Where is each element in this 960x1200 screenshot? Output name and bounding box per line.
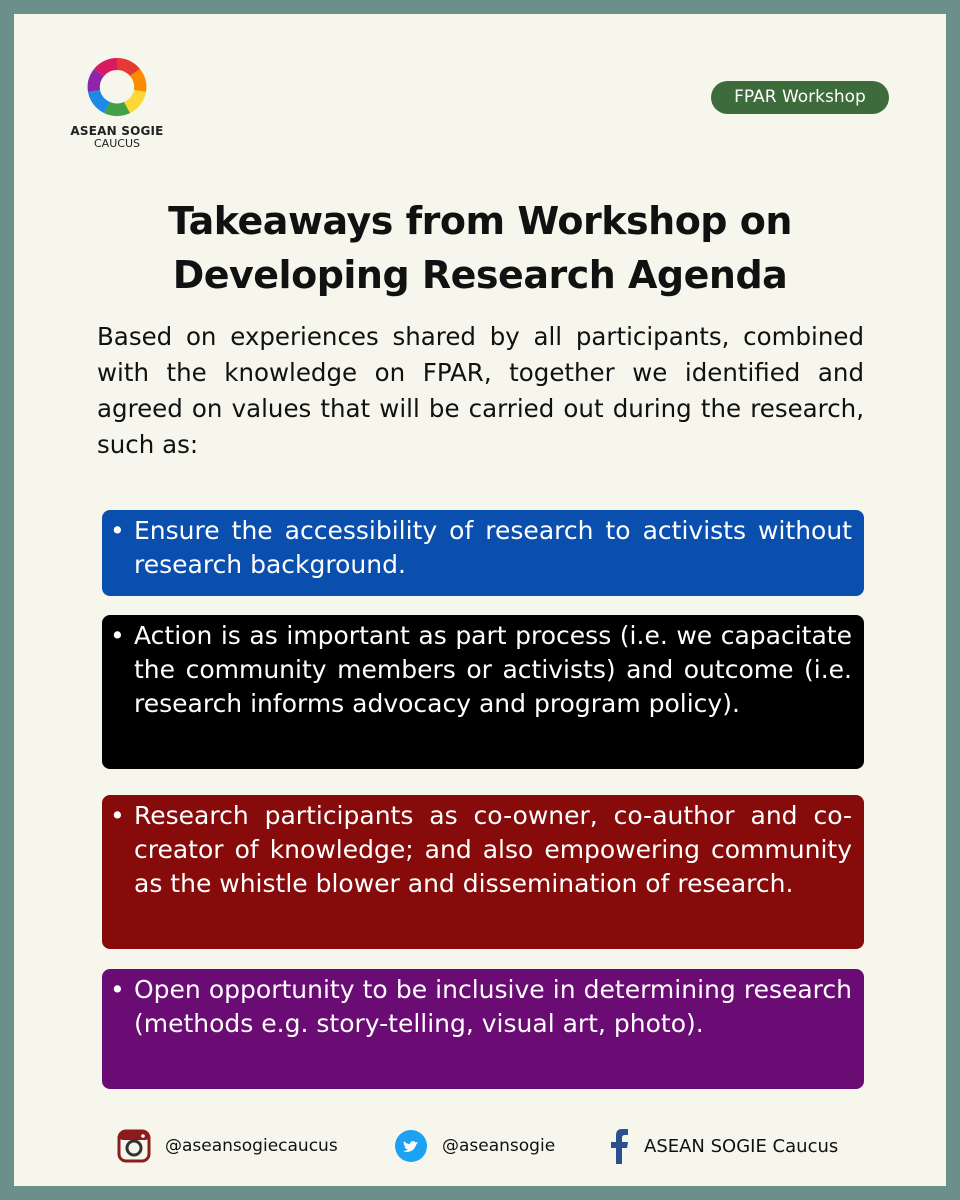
bullet-icon: • bbox=[110, 621, 125, 650]
title-line2: Developing Research Agenda bbox=[172, 253, 788, 297]
facebook-icon bbox=[608, 1128, 630, 1164]
logo-ring-icon bbox=[84, 54, 150, 120]
value-item-participants bbox=[102, 795, 864, 949]
bullet-icon: • bbox=[110, 516, 125, 545]
twitter-icon bbox=[394, 1129, 428, 1163]
asean-sogie-caucus-logo bbox=[62, 54, 172, 150]
intro-paragraph: Based on experiences shared by all participants, combined with the knowledge on FPAR, together we identified and agreed on values that will be carried out during the research, such as: bbox=[97, 322, 864, 459]
value-item-inclusive bbox=[102, 969, 864, 1089]
value-text: Action is as important as part process (i.e. we capacitate the community members or activists) and outcome (i.e. research informs advocacy and program policy). bbox=[134, 621, 852, 718]
value-text: Research participants as co-owner, co-author and co-creator of knowledge; and also empowering community as the whistle blower and dissemination of research. bbox=[134, 801, 852, 898]
value-text: Ensure the accessibility of research to activists without research background. bbox=[134, 516, 852, 579]
bullet-icon: • bbox=[110, 975, 125, 1004]
footer-facebook[interactable] bbox=[608, 1128, 838, 1164]
facebook-handle: ASEAN SOGIE Caucus bbox=[644, 1135, 839, 1157]
logo-text-line1: ASEAN SOGIE bbox=[70, 124, 164, 138]
logo-text-line2: CAUCUS bbox=[94, 137, 140, 150]
twitter-handle: @aseansogie bbox=[442, 1136, 556, 1156]
page-title bbox=[74, 194, 886, 302]
value-item-accessibility bbox=[102, 510, 864, 596]
poster-card bbox=[14, 14, 946, 1186]
title-line1: Takeaways from Workshop on bbox=[168, 199, 792, 243]
footer-twitter[interactable] bbox=[394, 1128, 555, 1164]
value-text: Open opportunity to be inclusive in determining research (methods e.g. story-telling, visual art, photo). bbox=[134, 975, 852, 1038]
bullet-icon: • bbox=[110, 801, 125, 830]
instagram-icon bbox=[117, 1129, 151, 1163]
value-item-action bbox=[102, 615, 864, 769]
footer-instagram[interactable] bbox=[117, 1128, 338, 1164]
fpar-workshop-badge: FPAR Workshop bbox=[711, 81, 889, 114]
instagram-handle: @aseansogiecaucus bbox=[165, 1136, 338, 1156]
